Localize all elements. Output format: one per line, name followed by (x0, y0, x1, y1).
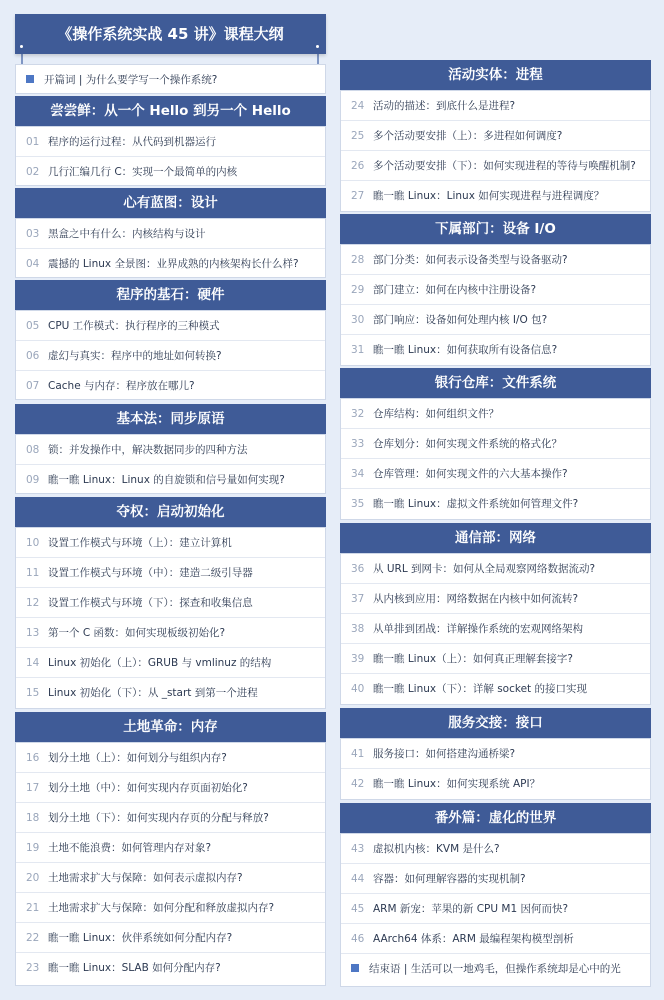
section-list (340, 244, 651, 366)
section-list (15, 434, 326, 494)
lesson-title: 瞧一瞧 Linux：虚拟文件系统如何管理文件? (373, 498, 579, 510)
lesson-item[interactable] (341, 864, 650, 894)
section-list (340, 90, 651, 212)
lesson-number: 30 (351, 314, 365, 326)
lesson-title: Linux 初始化（下）：从 _start 到第一个进程 (48, 687, 258, 699)
lesson-title: 虚幻与真实：程序中的地址如何转换? (48, 350, 222, 362)
lesson-title: 从内核到应用：网络数据在内核中如何流转? (373, 593, 579, 605)
lesson-item[interactable] (16, 833, 325, 863)
lesson-item[interactable] (341, 305, 650, 335)
square-bullet-icon (26, 75, 34, 83)
outro-text: 结束语 | 生活可以一地鸡毛，但操作系统却是心中的光 (369, 963, 621, 975)
lesson-title: 瞧一瞧 Linux：伙伴系统如何分配内存? (48, 932, 233, 944)
lesson-item[interactable] (341, 151, 650, 181)
lesson-item[interactable] (341, 429, 650, 459)
lesson-item[interactable] (16, 528, 325, 558)
lesson-title: 虚拟机内核：KVM 是什么? (373, 843, 500, 855)
lesson-number: 43 (351, 843, 365, 855)
lesson-item[interactable] (16, 648, 325, 678)
lesson-title: 容器：如何理解容器的实现机制? (373, 873, 526, 885)
section-header: 活动实体：进程 (340, 60, 651, 90)
lesson-number: 20 (26, 872, 40, 884)
lesson-title: 多个活动要安排（下）：如何实现进程的等待与唤醒机制? (373, 160, 636, 172)
lesson-item[interactable] (16, 773, 325, 803)
lesson-title: 土地需求扩大与保障：如何表示虚拟内存? (48, 872, 243, 884)
lesson-item[interactable] (341, 121, 650, 151)
lesson-title: 仓库划分：如何实现文件系统的格式化？ (373, 438, 562, 450)
lesson-number: 14 (26, 657, 40, 669)
section-header: 心有蓝图：设计 (15, 188, 326, 218)
intro-text: 开篇词 | 为什么要学写一个操作系统? (44, 74, 218, 86)
lesson-title: 从 URL 到网卡：如何从全局观察网络数据流动? (373, 563, 596, 575)
lesson-item[interactable] (16, 249, 325, 278)
lesson-title: 震撼的 Linux 全景图：业界成熟的内核架构长什么样? (48, 258, 299, 270)
section-list (15, 126, 326, 186)
lesson-number: 13 (26, 627, 40, 639)
lesson-item[interactable] (341, 674, 650, 704)
lesson-number: 17 (26, 782, 40, 794)
section-list (15, 742, 326, 986)
lesson-number: 08 (26, 444, 40, 456)
lesson-item[interactable] (341, 459, 650, 489)
section-list (15, 218, 326, 278)
lesson-item[interactable] (16, 127, 325, 157)
lesson-number: 41 (351, 748, 365, 760)
lesson-number: 44 (351, 873, 365, 885)
lesson-item[interactable] (16, 588, 325, 618)
lesson-number: 02 (26, 166, 40, 178)
lesson-title: 瞧一瞧 Linux：SLAB 如何分配内存? (48, 962, 221, 974)
lesson-title: 瞧一瞧 Linux（上）：如何真正理解套接字? (373, 653, 573, 665)
lesson-number: 39 (351, 653, 365, 665)
section-list (15, 527, 326, 709)
lesson-title: 瞧一瞧 Linux（下）：详解 socket 的接口实现 (373, 683, 588, 695)
lesson-title: 瞧一瞧 Linux：Linux 的自旋锁和信号量如何实现? (48, 474, 285, 486)
lesson-title: 设置工作模式与环境（下）：探查和收集信息 (48, 597, 253, 609)
lesson-title: 土地需求扩大与保障：如何分配和释放虚拟内存? (48, 902, 275, 914)
lesson-title: 划分土地（中）：如何实现内存页面初始化? (48, 782, 248, 794)
lesson-number: 23 (26, 962, 40, 974)
section-list (340, 738, 651, 800)
lesson-number: 38 (351, 623, 365, 635)
lesson-number: 18 (26, 812, 40, 824)
lesson-number: 15 (26, 687, 40, 699)
section-header: 程序的基石：硬件 (15, 280, 326, 310)
lesson-item[interactable] (16, 618, 325, 648)
lesson-number: 12 (26, 597, 40, 609)
lesson-item[interactable] (16, 678, 325, 708)
lesson-title: 瞧一瞧 Linux：Linux 如何实现进程与进程调度？ (373, 190, 605, 202)
section-header: 夺权：启动初始化 (15, 497, 326, 527)
lesson-number: 16 (26, 752, 40, 764)
section-header: 服务交接：接口 (340, 708, 651, 738)
lesson-number: 33 (351, 438, 365, 450)
lesson-title: 瞧一瞧 Linux：如何实现系统 API？ (373, 778, 541, 790)
lesson-title: 部门响应：设备如何处理内核 I/O 包? (373, 314, 548, 326)
lesson-number: 28 (351, 254, 365, 266)
section-header: 尝尝鲜：从一个 Hello 到另一个 Hello (15, 96, 326, 126)
section-header: 基本法：同步原语 (15, 404, 326, 434)
pin-left-icon (18, 43, 25, 50)
section-header: 通信部：网络 (340, 523, 651, 553)
lesson-number: 04 (26, 258, 40, 270)
lesson-title: 部门分类：如何表示设备类型与设备驱动? (373, 254, 568, 266)
lesson-item[interactable] (341, 181, 650, 211)
lesson-title: AArch64 体系：ARM 最编程架构模型剖析 (373, 933, 574, 945)
lesson-number: 27 (351, 190, 365, 202)
lesson-item[interactable] (341, 894, 650, 924)
lesson-item[interactable] (341, 739, 650, 769)
lesson-item[interactable] (341, 584, 650, 614)
section-header: 番外篇：虚化的世界 (340, 803, 651, 833)
lesson-number: 26 (351, 160, 365, 172)
lesson-item[interactable] (16, 803, 325, 833)
lesson-item[interactable] (341, 614, 650, 644)
lesson-item[interactable] (16, 953, 325, 983)
lesson-number: 07 (26, 380, 40, 392)
intro-box (15, 64, 326, 94)
lesson-item[interactable] (341, 924, 650, 954)
lesson-number: 32 (351, 408, 365, 420)
lesson-item[interactable] (341, 489, 650, 519)
lesson-number: 09 (26, 474, 40, 486)
lesson-item[interactable] (341, 554, 650, 584)
lesson-number: 10 (26, 537, 40, 549)
lesson-title: ARM 新宠：苹果的新 CPU M1 因何而快? (373, 903, 569, 915)
lesson-item[interactable] (341, 644, 650, 674)
lesson-item[interactable] (16, 743, 325, 773)
square-bullet-icon (351, 964, 359, 972)
lesson-number: 45 (351, 903, 365, 915)
lesson-title: 几行汇编几行 C：实现一个最简单的内核 (48, 166, 238, 178)
lesson-item[interactable] (341, 769, 650, 799)
section-list (340, 398, 651, 520)
lesson-number: 11 (26, 567, 40, 579)
lesson-number: 21 (26, 902, 40, 914)
lesson-number: 37 (351, 593, 365, 605)
lesson-title: 黑盒之中有什么：内核结构与设计 (48, 228, 206, 240)
lesson-number: 25 (351, 130, 365, 142)
lesson-title: 多个活动要安排（上）：多进程如何调度? (373, 130, 563, 142)
lesson-number: 22 (26, 932, 40, 944)
lesson-item[interactable] (16, 465, 325, 494)
lesson-number: 29 (351, 284, 365, 296)
lesson-item[interactable] (16, 371, 325, 400)
lesson-title: 活动的描述：到底什么是进程? (373, 100, 516, 112)
lesson-number: 06 (26, 350, 40, 362)
lesson-title: 仓库结构：如何组织文件？ (373, 408, 499, 420)
lesson-title: 从单排到团战：详解操作系统的宏观网络架构 (373, 623, 583, 635)
lesson-number: 46 (351, 933, 365, 945)
lesson-title: 第一个 C 函数：如何实现板级初始化? (48, 627, 226, 639)
lesson-number: 03 (26, 228, 40, 240)
lesson-number: 35 (351, 498, 365, 510)
lesson-number: 01 (26, 136, 40, 148)
outro-item[interactable] (341, 954, 650, 984)
lesson-number: 31 (351, 344, 365, 356)
lesson-title: 划分土地（下）：如何实现内存页的分配与释放? (48, 812, 269, 824)
lesson-item[interactable] (341, 91, 650, 121)
lesson-item[interactable] (16, 219, 325, 249)
lesson-number: 05 (26, 320, 40, 332)
page-title: 《操作系统实战 45 讲》课程大纲 (15, 14, 326, 54)
lesson-title: 锁：并发操作中，解决数据同步的四种方法 (48, 444, 248, 456)
lesson-item[interactable] (16, 311, 325, 341)
lesson-title: Linux 初始化（上）：GRUB 与 vmlinuz 的结构 (48, 657, 272, 669)
lesson-title: 划分土地（上）：如何划分与组织内存? (48, 752, 227, 764)
section-header: 土地革命：内存 (15, 712, 326, 742)
lesson-item[interactable] (16, 923, 325, 953)
lesson-number: 19 (26, 842, 40, 854)
section-header: 下属部门：设备 I/O (340, 214, 651, 244)
lesson-number: 40 (351, 683, 365, 695)
section-list (340, 553, 651, 705)
lesson-title: 部门建立：如何在内核中注册设备? (373, 284, 537, 296)
lesson-item[interactable] (16, 893, 325, 923)
lesson-number: 34 (351, 468, 365, 480)
lesson-item[interactable] (341, 245, 650, 275)
section-list (15, 310, 326, 400)
lesson-number: 36 (351, 563, 365, 575)
lesson-number: 24 (351, 100, 365, 112)
lesson-title: 设置工作模式与环境（上）：建立计算机 (48, 537, 232, 549)
lesson-item[interactable] (16, 435, 325, 465)
lesson-item[interactable] (341, 275, 650, 305)
section-header: 银行仓库：文件系统 (340, 368, 651, 398)
lesson-item[interactable] (16, 863, 325, 893)
section-list (340, 833, 651, 987)
lesson-item[interactable] (341, 834, 650, 864)
lesson-item[interactable] (16, 157, 325, 186)
lesson-item[interactable] (16, 558, 325, 588)
lesson-title: 土地不能浪费：如何管理内存对象? (48, 842, 212, 854)
pin-right-icon (314, 43, 321, 50)
intro-item[interactable] (16, 65, 325, 94)
lesson-title: CPU 工作模式：执行程序的三种模式 (48, 320, 220, 332)
lesson-title: Cache 与内存：程序放在哪儿? (48, 380, 195, 392)
lesson-item[interactable] (341, 335, 650, 365)
lesson-title: 程序的运行过程：从代码到机器运行 (48, 136, 216, 148)
lesson-item[interactable] (341, 399, 650, 429)
lesson-title: 设置工作模式与环境（中）：建造二级引导器 (48, 567, 253, 579)
lesson-title: 服务接口：如何搭建沟通桥梁? (373, 748, 516, 760)
lesson-item[interactable] (16, 341, 325, 371)
lesson-title: 仓库管理：如何实现文件的六大基本操作? (373, 468, 568, 480)
lesson-title: 瞧一瞧 Linux：如何获取所有设备信息? (373, 344, 558, 356)
lesson-number: 42 (351, 778, 365, 790)
